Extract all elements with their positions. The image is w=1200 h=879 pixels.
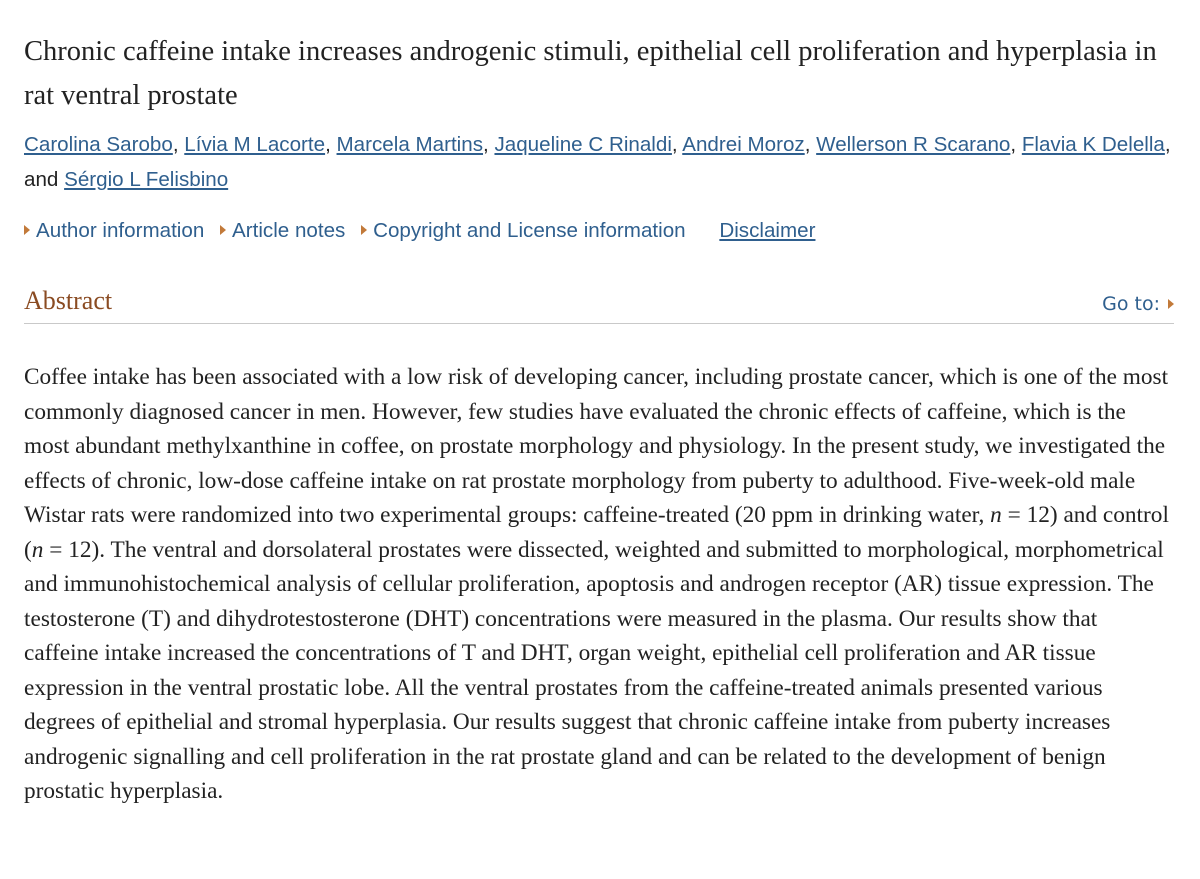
author-link[interactable]: Marcela Martins [336, 133, 484, 156]
goto-menu-button[interactable] [1102, 291, 1174, 317]
author-separator: , [483, 133, 495, 156]
n-symbol: n [31, 536, 44, 563]
author-information-label: Author information [36, 219, 205, 242]
goto-label: Go to: [1102, 293, 1160, 315]
author-separator: , [671, 133, 683, 156]
article-notes-label: Article notes [232, 219, 346, 242]
article-info-links [24, 214, 815, 248]
author-information-toggle[interactable] [24, 214, 204, 248]
right-triangle-icon [361, 225, 367, 235]
right-triangle-icon [1168, 299, 1174, 309]
copyright-label: Copyright and License information [373, 219, 686, 242]
abstract-text-part: Coffee intake has been associated with a low risk of developing cancer, including prostate cancer, which is one of the most commonly diagnosed cancer in men. However, few studies have evaluated the chronic effects of caffeine, which is the most abundant methylxanthine in coffee, on prostate morphology and physiology. In the present study, we investigated the effects of chronic, low-dose caffeine intake on rat prostate morphology from puberty to adulthood. Five-week-old male Wistar rats were randomized into two experimental groups: caffeine-treated (20 ppm in drinking water, [24, 364, 1169, 528]
disclaimer-link[interactable]: Disclaimer [719, 219, 816, 242]
author-link[interactable]: Wellerson R Scarano [816, 133, 1011, 156]
abstract-heading: Abstract [24, 286, 113, 315]
author-separator: , and [24, 133, 1171, 191]
copyright-toggle[interactable] [361, 214, 686, 248]
author-separator: , [804, 133, 817, 156]
author-link[interactable]: Andrei Moroz [682, 133, 805, 156]
right-triangle-icon [220, 225, 226, 235]
article-title: Chronic caffeine intake increases androgenic stimuli, epithelial cell proliferation and hyperplasia in rat ventral prostate [24, 36, 1157, 111]
author-link[interactable]: Carolina Sarobo [24, 133, 173, 156]
author-list [24, 127, 1174, 197]
abstract-text [24, 360, 1176, 809]
author-separator: , [172, 133, 185, 156]
abstract-section-header [24, 283, 1174, 324]
right-triangle-icon [24, 225, 30, 235]
author-link[interactable]: Lívia M Lacorte [184, 133, 326, 156]
abstract-text-part: = 12) and control ( [24, 502, 1169, 563]
author-separator: , [325, 133, 337, 156]
author-link[interactable]: Flavia K Delella [1021, 133, 1165, 156]
n-symbol: n [990, 502, 1002, 528]
author-link[interactable]: Jaqueline C Rinaldi [494, 133, 672, 156]
author-separator: , [1010, 133, 1022, 156]
article-notes-toggle[interactable] [220, 214, 345, 248]
author-link[interactable]: Sérgio L Felisbino [64, 168, 229, 191]
abstract-text-part: = 12). The ventral and dorsolateral prostates were dissected, weighted and submitted to morphological, morphometrical and immunohistochemical analysis of cellular proliferation, apoptosis and androgen receptor (AR) tissue expression. The testosterone (T) and dihydrotestosterone (DHT) concentrations were measured in the plasma. Our results show that caffeine intake increased the concentrations of T and DHT, organ weight, epithelial cell proliferation and AR tissue expression in the ventral prostatic lobe. All the ventral prostates from the caffeine-treated animals presented various degrees of epithelial and stromal hyperplasia. Our results suggest that chronic caffeine intake from puberty increases androgenic signalling and cell proliferation in the rat prostate gland and can be related to the development of benign prostatic hyperplasia. [24, 536, 1164, 804]
